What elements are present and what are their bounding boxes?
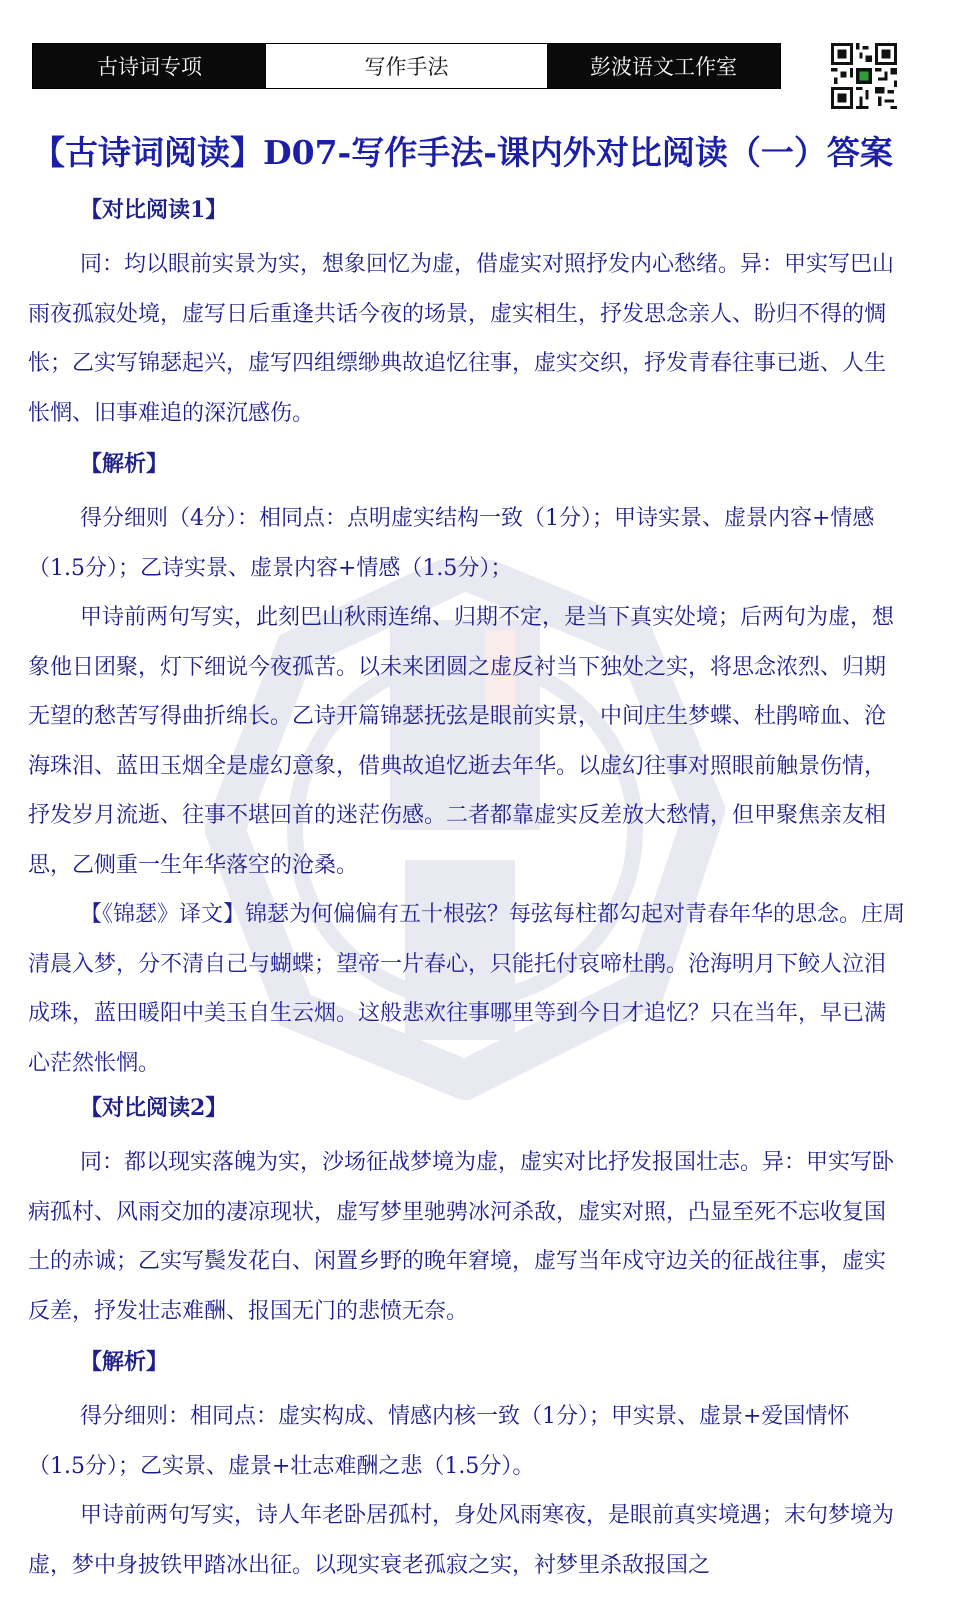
section-analysis-1 [28,444,906,1088]
header-tab-studio: 彭波语文工作室 [547,44,780,88]
answer-paragraph: 同：都以现实落魄为实，沙场征战梦境为虚，虚实对比抒发报国壮志。异：甲实写卧病孤村、风雨交加的凄凉现状，虚写梦里驰骋冰河杀敌，虚实对照，凸显至死不忘收复国土的赤诚；乙实写鬓发花白、闲置乡野的晚年窘境，虚写当年戍守边关的征战往事，虚实反差，抒发壮志难酬、报国无门的悲愤无奈。 [28,1150,895,1324]
qr-code-icon [831,43,897,109]
analysis-paragraph: 甲诗前两句写实，诗人年老卧居孤村，身处风雨寒夜，是眼前真实境遇；末句梦境为虚，梦中身披铁甲踏冰出征。以现实衰老孤寂之实，衬梦里杀敌报国之 [28,1503,895,1578]
header-tab-poetry: 古诗词专项 [33,44,266,88]
document-body [28,190,906,1590]
scoring-paragraph: 得分细则：相同点：虚实构成、情感内核一致（1分）；甲实景、虚景+爱国情怀（1.5分）；乙实景、虚景+壮志难酬之悲（1.5分）。 [28,1404,850,1479]
section-heading: 【解析】 [80,451,169,477]
section-compare-2 [28,1088,906,1336]
translation-paragraph: 【《锦瑟》译文】锦瑟为何偏偏有五十根弦？每弦每柱都勾起对青春年华的思念。庄周清晨入梦，分不清自己与蝴蝶；望帝一片春心，只能托付哀啼杜鹃。沧海明月下鲛人泣泪成珠，蓝田暖阳中美玉自生云烟。这般悲欢往事哪里等到今日才追忆？只在当年，早已满心茫然怅惘。 [28,902,906,1076]
section-heading: 【对比阅读1】 [80,197,228,223]
header-tab-writing-technique: 写作手法 [266,44,547,88]
section-heading: 【对比阅读2】 [80,1095,228,1121]
section-analysis-2 [28,1342,906,1590]
scoring-paragraph: 得分细则（4分）：相同点：点明虚实结构一致（1分）；甲诗实景、虚景内容+情感（1.5分）；乙诗实景、虚景内容+情感（1.5分）； [28,506,875,581]
analysis-paragraph: 甲诗前两句写实，此刻巴山秋雨连绵、归期不定，是当下真实处境；后两句为虚，想象他日团聚，灯下细说今夜孤苦。以未来团圆之虚反衬当下独处之实，将思念浓烈、归期无望的愁苦写得曲折绵长。乙诗开篇锦瑟抚弦是眼前实景，中间庄生梦蝶、杜鹃啼血、沧海珠泪、蓝田玉烟全是虚幻意象，借典故追忆逝去年华。以虚幻往事对照眼前触景伤情，抒发岁月流逝、往事不堪回首的迷茫伤感。二者都靠虚实反差放大愁情，但甲聚焦亲友相思，乙侧重一生年华落空的沧桑。 [28,605,895,878]
section-heading: 【解析】 [80,1349,169,1375]
header-bar [32,43,781,89]
page-title: 【古诗词阅读】D07-写作手法-课内外对比阅读（一）答案 [32,133,893,172]
section-compare-1 [28,190,906,438]
answer-paragraph: 同：均以眼前实景为实，想象回忆为虚，借虚实对照抒发内心愁绪。异：甲实写巴山雨夜孤寂处境，虚写日后重逢共话今夜的场景，虚实相生，抒发思念亲人、盼归不得的惆怅；乙实写锦瑟起兴，虚写四组缥缈典故追忆往事，虚实交织，抒发青春往事已逝、人生怅惘、旧事难追的深沉感伤。 [28,252,895,426]
